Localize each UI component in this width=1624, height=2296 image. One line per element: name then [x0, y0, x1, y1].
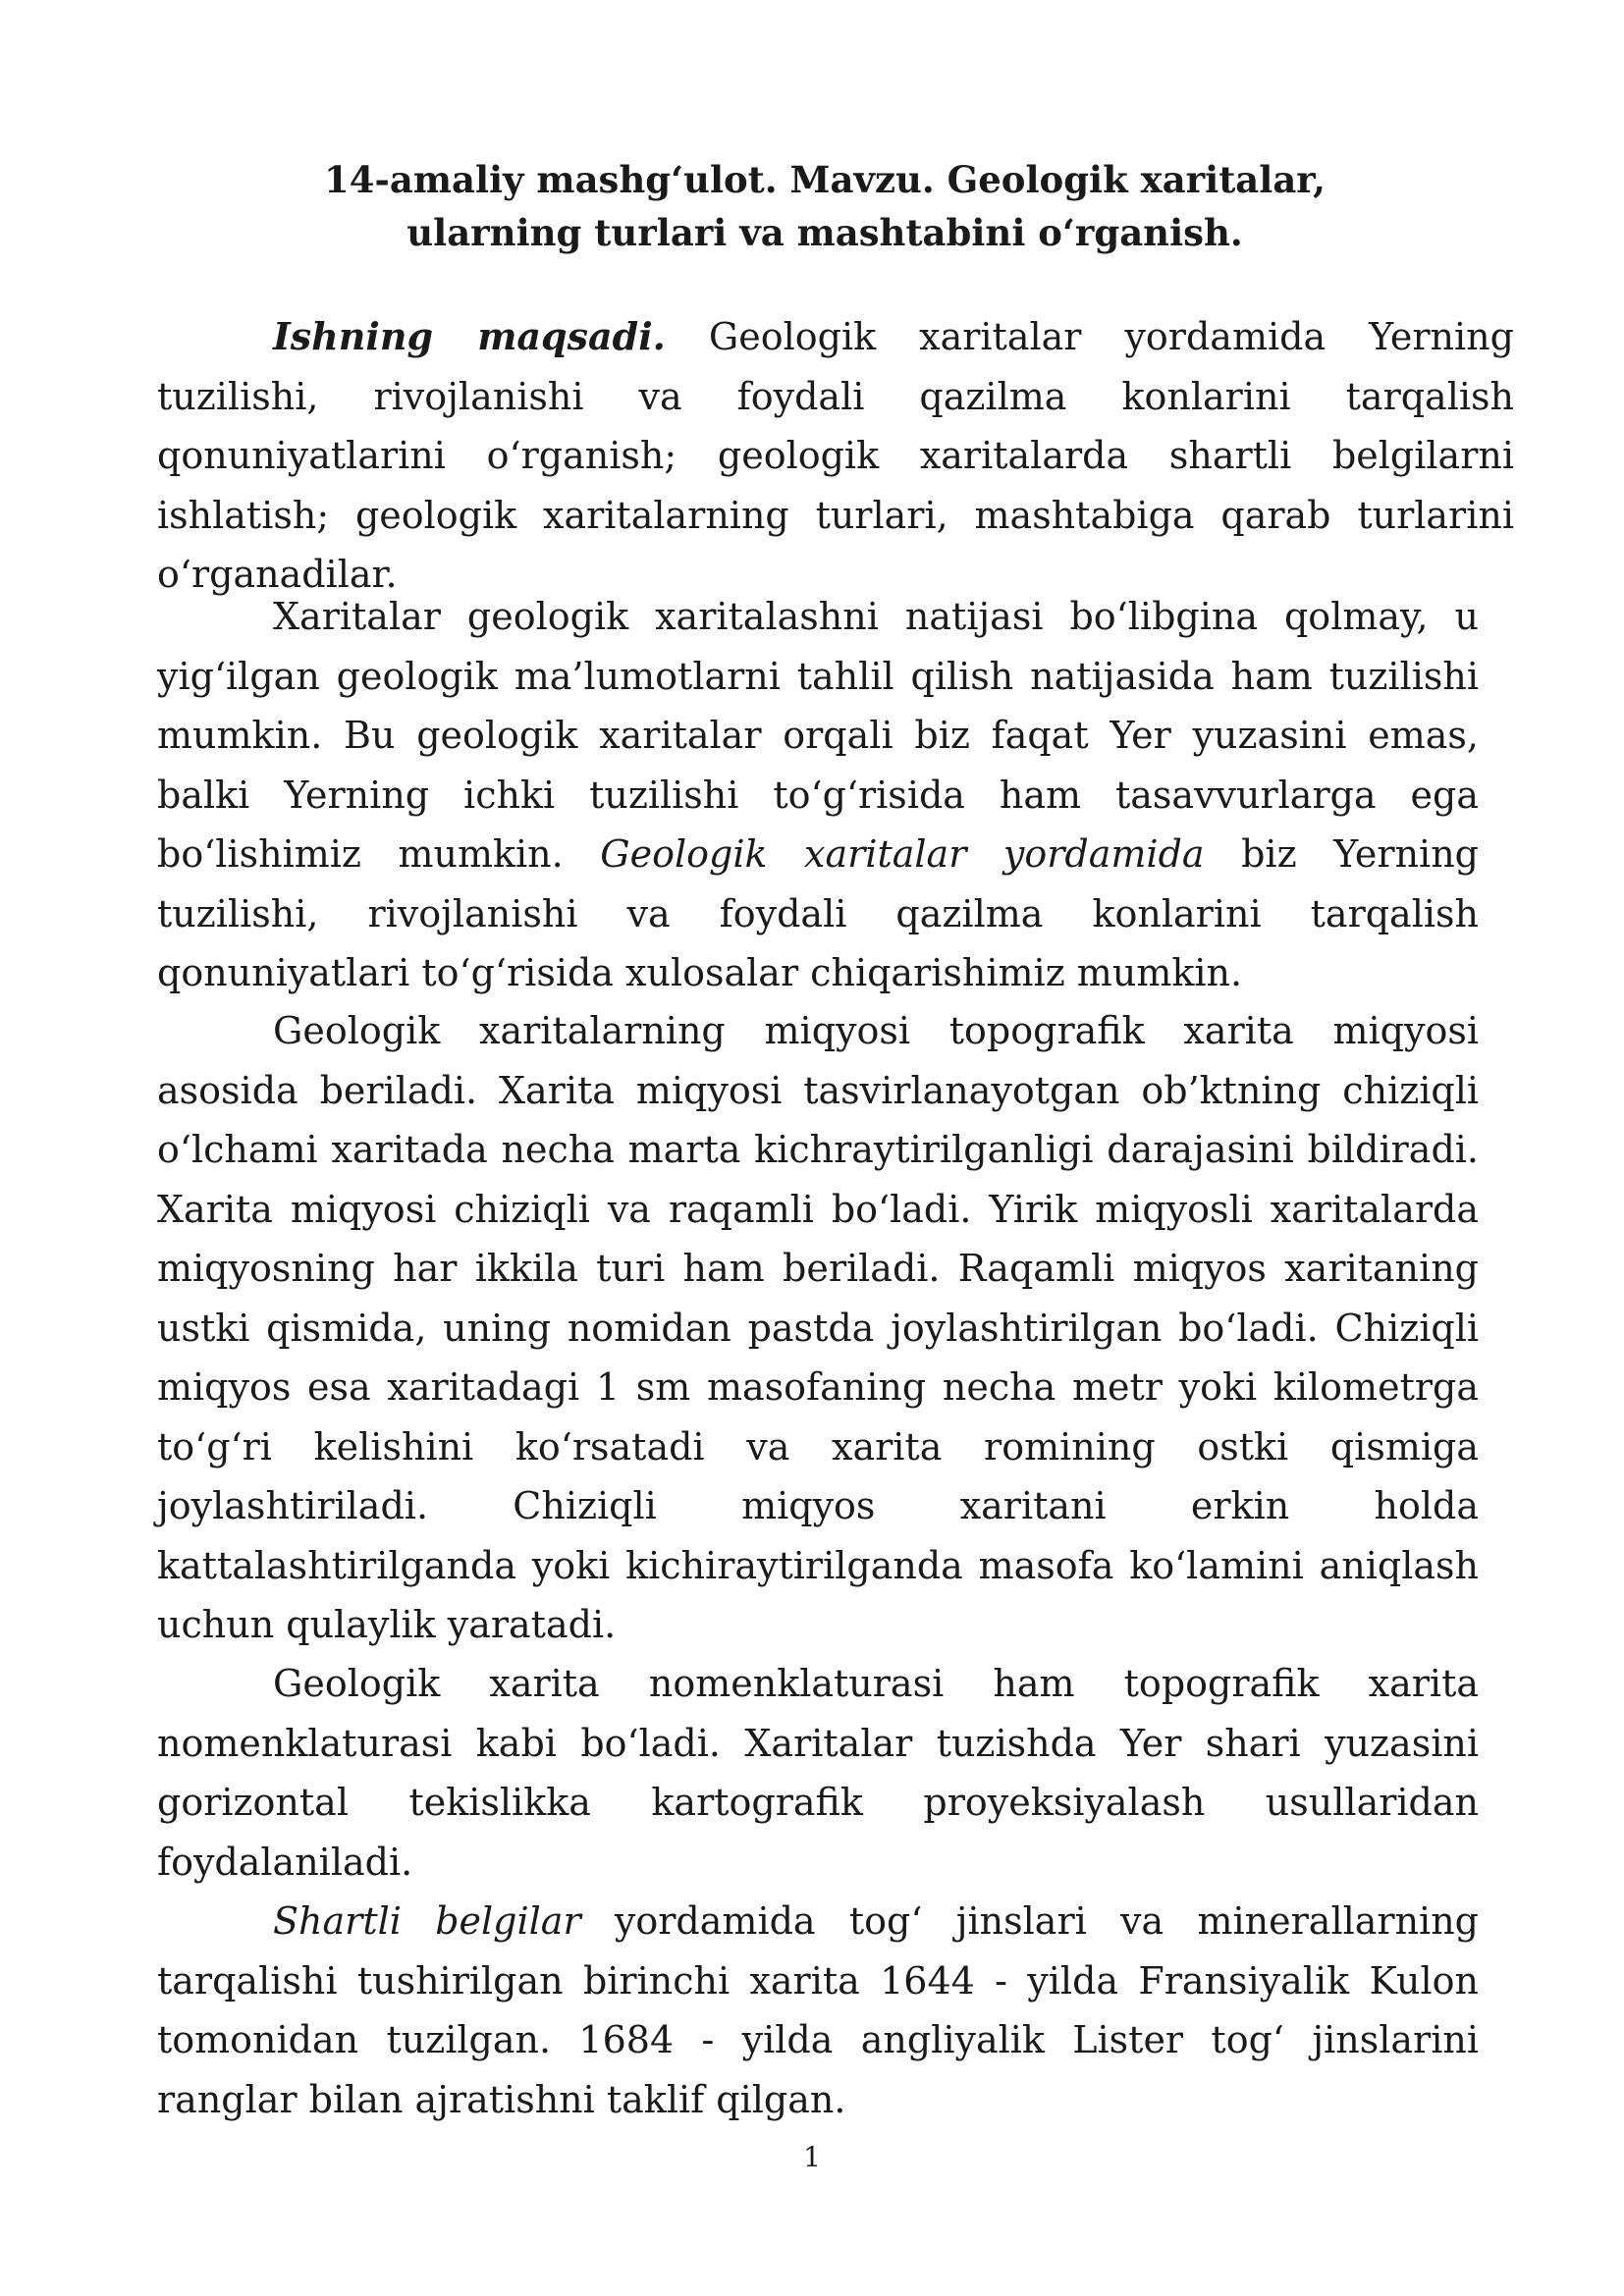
paragraph-4-italic-phrase: Shartli belgilar	[273, 1899, 581, 1943]
goal-text: Geologik xaritalar yordamida Yerning tuzilishi, rivojlanishi va foydali qazilma konlarini tarqalish qonuniyatlarini o‘rganish; geologik xaritalarda shartli belgilarni ishlatish; geologik xaritalarning turlari, mashtabiga qarab turlarini o‘rganadilar.	[157, 315, 1514, 596]
page-number: 1	[803, 2141, 821, 2173]
body-paragraph-2: Geologik xaritalarning miqyosi topografik xarita miqyosi asosida beriladi. Xarita miqyosi tasvirlanayotgan ob’ktning chiziqli o‘lchami xaritada necha marta kichraytirilganligi darajasini bildiradi. Xarita miqyosi chiziqli va raqamli bo‘ladi. Yirik miqyosli xaritalarda miqyosning har ikkila turi ham beriladi. Raqamli miqyos xaritaning ustki qismida, uning nomidan pastda joylashtirilgan bo‘ladi. Chiziqli miqyos esa xaritadagi 1 sm masofaning necha metr yoki kilometrga to‘g‘ri kelishini ko‘rsatadi va xarita romining ostki qismiga joylashtiriladi. Chiziqli miqyos xaritani erkin holda kattalashtirilganda yoki kichiraytirilganda masofa ko‘lamini aniqlash uchun qulaylik yaratadi.	[157, 1009, 1479, 1646]
body-paragraph-1	[157, 587, 1479, 1003]
goal-paragraph	[157, 307, 1514, 605]
title-line-2: ularning turlari va mashtabini o‘rganish.	[406, 211, 1243, 254]
body-paragraph-4	[157, 1892, 1479, 2129]
paragraph-1-text-end: biz Yerning tuzilishi, rivojlanishi va foydali qazilma konlarini tarqalish qonuniyatlari to‘g‘risida xulosalar chiqarishimiz mumkin.	[157, 832, 1479, 994]
paragraph-4-text: yordamida tog‘ jinslari va minerallarning tarqalishi tushirilgan birinchi xarita 1644 - yilda Fransiyalik Kulon tomonidan tuzilgan. 1684 - yilda angliyalik Lister tog‘ jinslarini ranglar bilan ajratishni taklif qilgan.	[157, 1899, 1479, 2121]
title-line-1: 14-amaliy mashg‘ulot. Mavzu. Geologik xaritalar,	[324, 158, 1326, 201]
body-paragraph-3: Geologik xarita nomenklaturasi ham topografik xarita nomenklaturasi kabi bo‘ladi. Xaritalar tuzishda Yer shari yuzasini gorizontal tekislikka kartografik proyeksiyalash usullaridan foydalaniladi.	[157, 1662, 1479, 1884]
paragraph-1-text-start: Xaritalar geologik xaritalashni natijasi bo‘libgina qolmay, u yig‘ilgan geologik ma’lumotlarni tahlil qilish natijasida ham tuzilishi mumkin. Bu geologik xaritalar orqali biz faqat Yer yuzasini emas, balki Yerning ichki tuzilishi to‘g‘risida ham tasavvurlarga ega bo‘lishimiz mumkin.	[157, 595, 1479, 876]
paragraph-1-italic-phrase: Geologik xaritalar yordamida	[600, 832, 1205, 876]
goal-lead: Ishning maqsadi.	[273, 314, 666, 358]
document-title	[157, 153, 1492, 259]
